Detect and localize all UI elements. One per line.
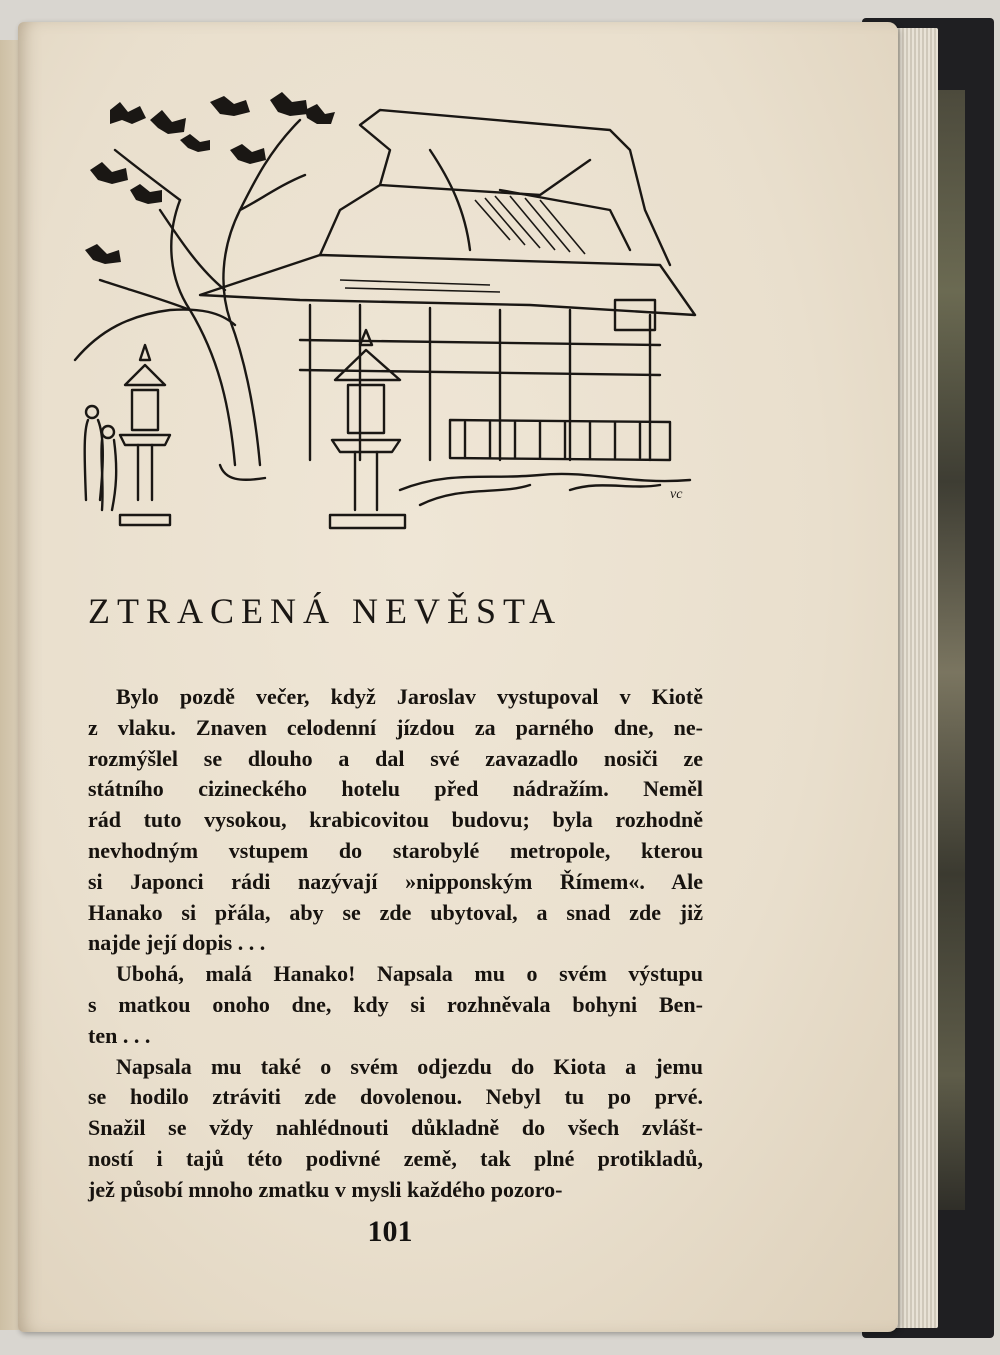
text-line: Ubohá, malá Hanako! Napsala mu o svém výstupu (116, 961, 703, 987)
text-line: státního cizineckého hotelu před nádražím. Neměl (88, 776, 703, 802)
stone-lantern-right (330, 330, 405, 528)
text-line: rád tuto vysokou, krabicovitou budovu; byla rozhodně (88, 807, 703, 833)
illustration-signature: vc (670, 487, 683, 502)
text-line: najde její dopis . . . (88, 930, 266, 956)
people-figures (85, 406, 116, 510)
stone-lantern-left (120, 345, 170, 525)
text-line: Hanako si přála, aby se zde ubytoval, a snad zde již (88, 899, 703, 925)
text-line: Napsala mu také o svém odjezdu do Kiota a jemu (116, 1053, 703, 1079)
text-line: si Japonci rádi nazývají »nipponským Římem«. Ale (88, 868, 703, 894)
text-line: ten . . . (88, 1022, 151, 1048)
text-line: se hodilo ztráviti zde dovolenou. Nebyl tu po prvé. (88, 1084, 703, 1110)
text-line: z vlaku. Znaven celodenní jízdou za parného dne, ne- (88, 714, 703, 740)
text-line: ností i tajů této podivné země, tak plné protikladů, (88, 1145, 703, 1171)
temple-illustration (70, 90, 710, 540)
text-line: rozmýšlel se dlouho a dal své zavazadlo nosiči ze (88, 745, 703, 771)
page-number: 101 (367, 1215, 413, 1248)
chapter-title: ZTRACENÁ NEVĚSTA (88, 591, 563, 631)
text-line: jež působí mnoho zmatku v mysli každého pozoro- (88, 1176, 563, 1202)
temple-building (200, 110, 695, 505)
body-text (88, 682, 703, 1206)
pine-tree (75, 92, 335, 480)
text-line: nevhodným vstupem do starobylé metropole, kterou (88, 837, 703, 863)
text-line: Snažil se vždy nahlédnouti důkladně do všech zvlášt- (88, 1115, 703, 1141)
text-line: Bylo pozdě večer, když Jaroslav vystupoval v Kiotě (116, 684, 703, 709)
text-line: s matkou onoho dne, kdy si rozhněvala bohyni Ben- (88, 991, 703, 1017)
